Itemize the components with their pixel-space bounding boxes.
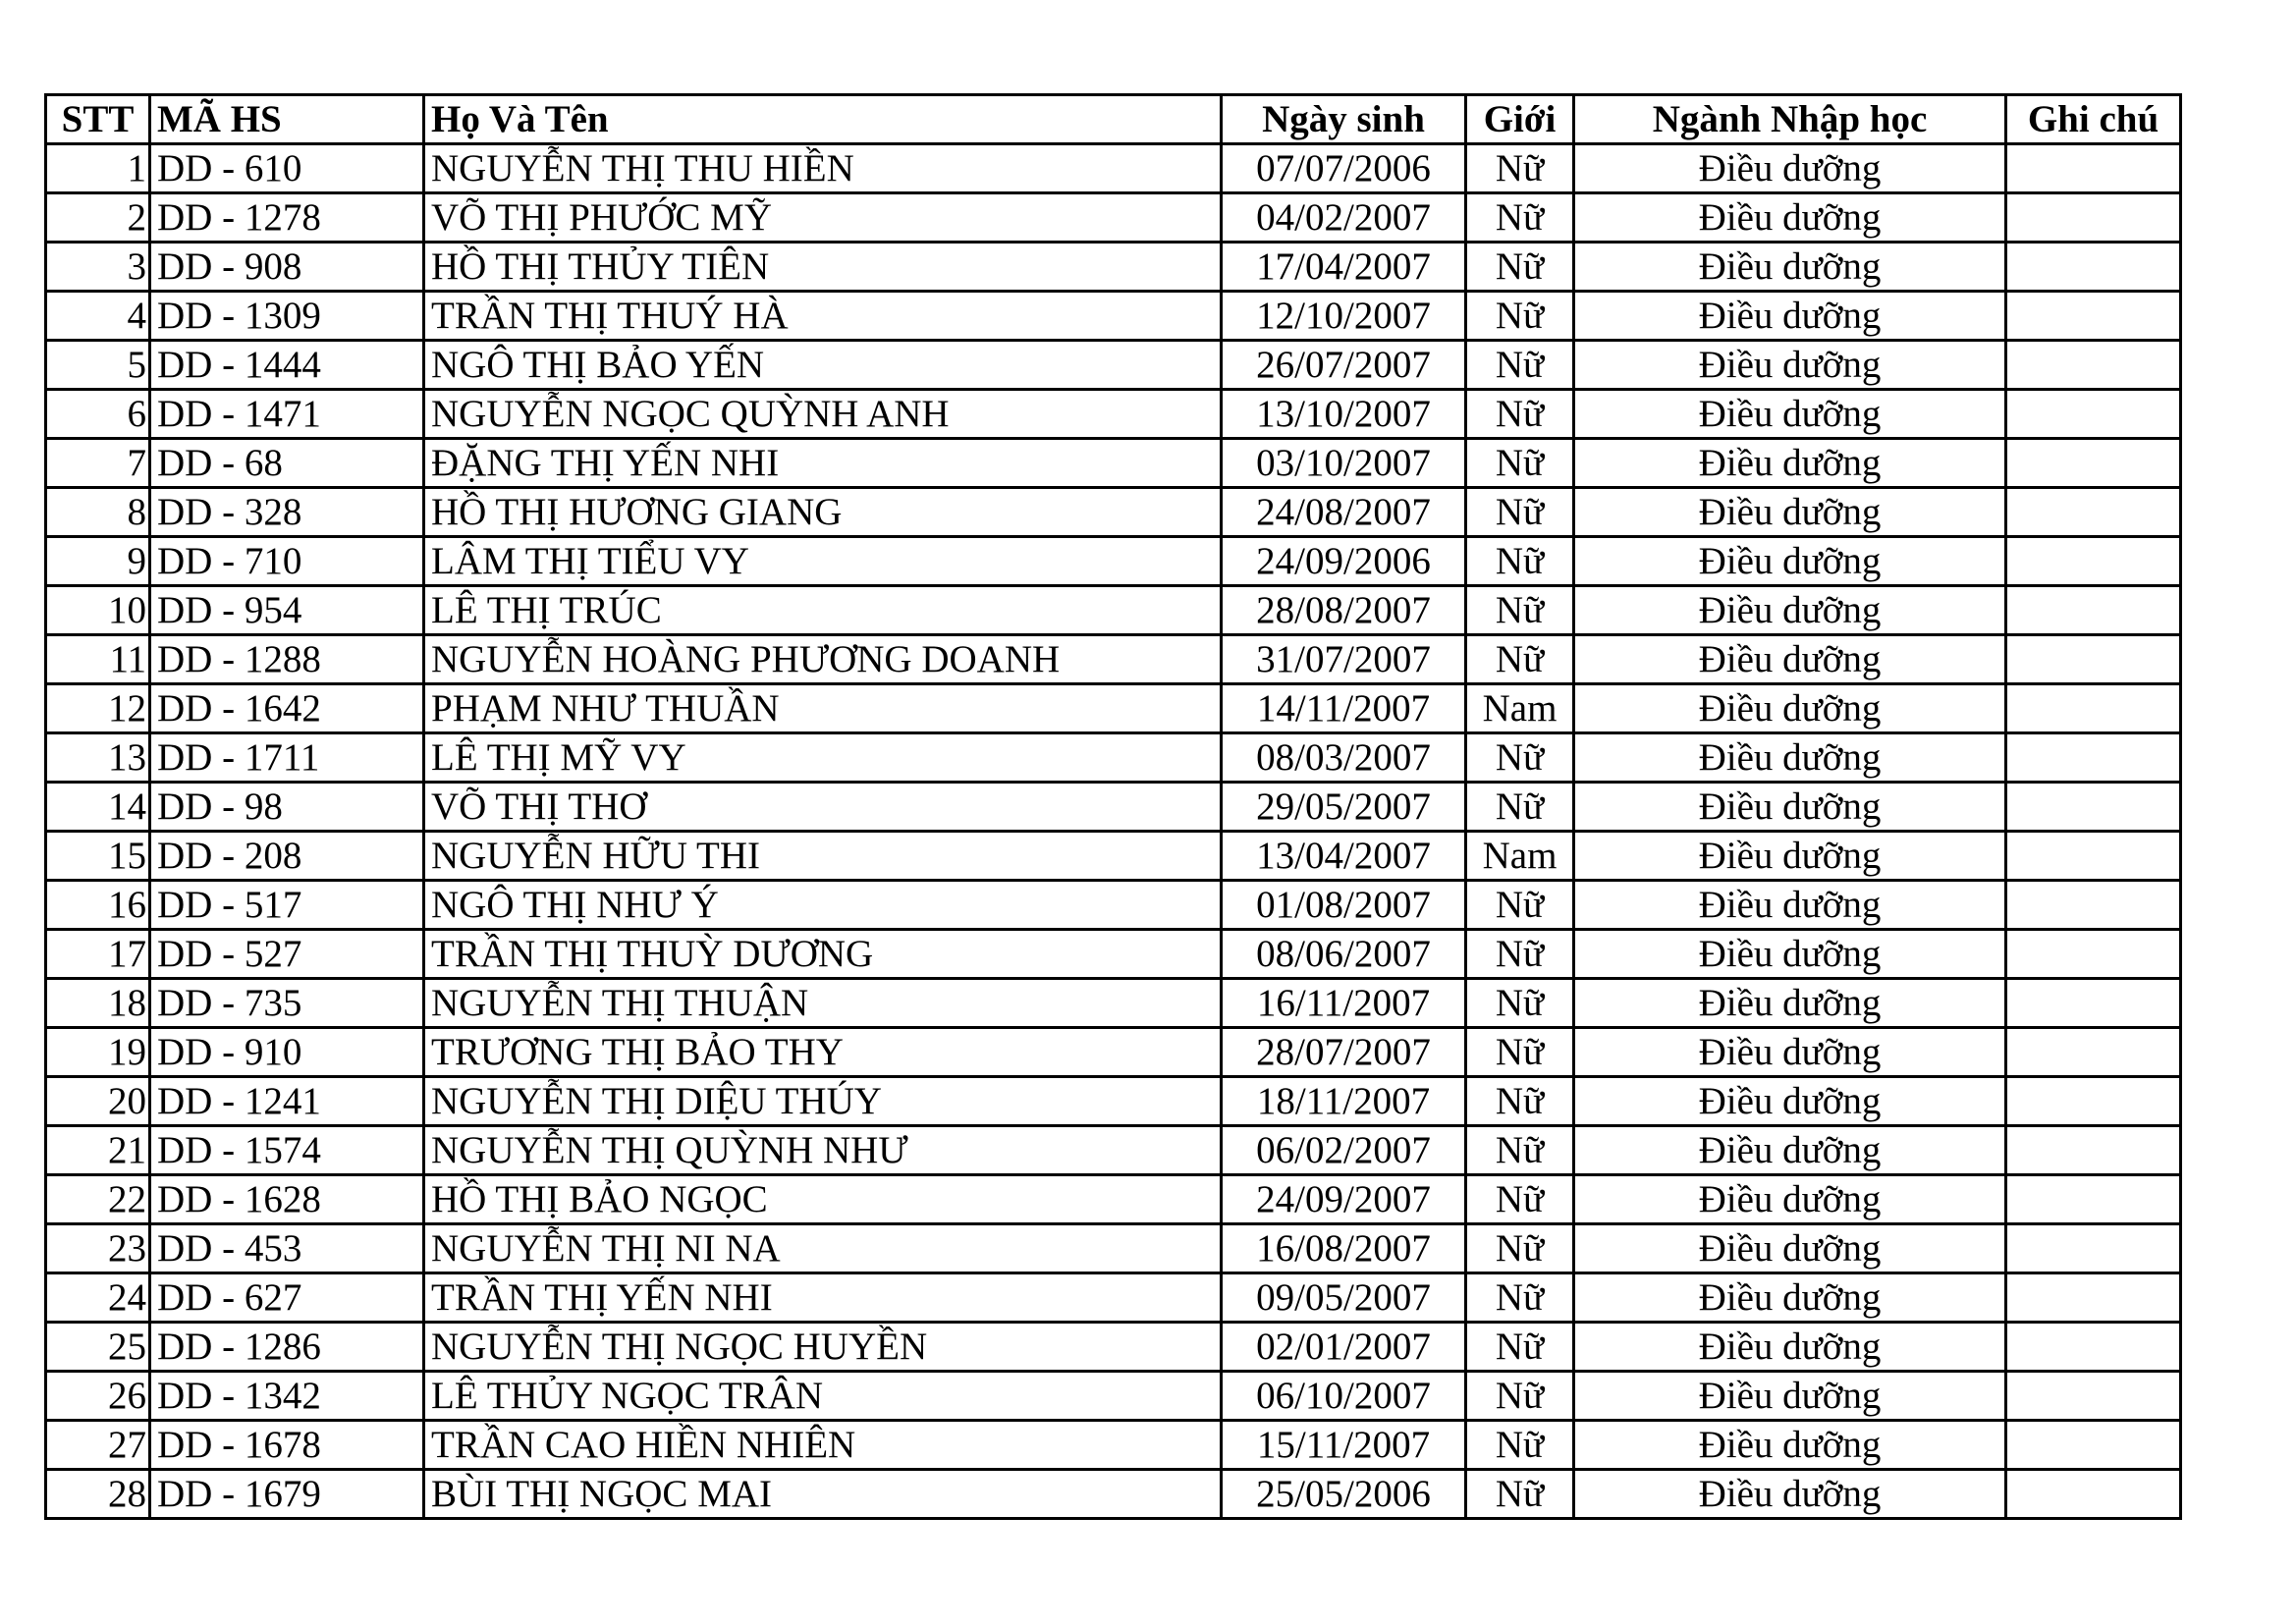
cell-note (2006, 832, 2181, 881)
table-row (46, 930, 2181, 979)
cell-note (2006, 979, 2181, 1028)
cell-stt: 2 (46, 193, 150, 243)
cell-full-name: TRẦN CAO HIỀN NHIÊN (424, 1421, 1222, 1470)
header-row (46, 95, 2181, 144)
cell-note (2006, 1372, 2181, 1421)
cell-date-of-birth: 24/09/2007 (1222, 1175, 1466, 1224)
table-row (46, 1273, 2181, 1323)
cell-stt: 1 (46, 144, 150, 193)
cell-major: Điều dưỡng (1574, 537, 2006, 586)
cell-stt: 17 (46, 930, 150, 979)
cell-major: Điều dưỡng (1574, 1372, 2006, 1421)
cell-date-of-birth: 01/08/2007 (1222, 881, 1466, 930)
table-row (46, 635, 2181, 684)
cell-full-name: NGUYỄN THỊ THU HIỀN (424, 144, 1222, 193)
cell-major: Điều dưỡng (1574, 1028, 2006, 1077)
cell-gender: Nữ (1466, 537, 1574, 586)
table-row (46, 1372, 2181, 1421)
cell-note (2006, 1273, 2181, 1323)
cell-student-code: DD - 1309 (150, 292, 424, 341)
cell-major: Điều dưỡng (1574, 1470, 2006, 1519)
cell-stt: 24 (46, 1273, 150, 1323)
cell-date-of-birth: 16/11/2007 (1222, 979, 1466, 1028)
cell-date-of-birth: 09/05/2007 (1222, 1273, 1466, 1323)
cell-gender: Nữ (1466, 635, 1574, 684)
cell-major: Điều dưỡng (1574, 733, 2006, 783)
cell-date-of-birth: 17/04/2007 (1222, 243, 1466, 292)
cell-note (2006, 537, 2181, 586)
cell-stt: 7 (46, 439, 150, 488)
cell-gender: Nữ (1466, 144, 1574, 193)
cell-gender: Nam (1466, 684, 1574, 733)
table-row (46, 1421, 2181, 1470)
cell-student-code: DD - 1444 (150, 341, 424, 390)
cell-stt: 13 (46, 733, 150, 783)
student-list-table (44, 93, 2182, 1520)
table-row (46, 439, 2181, 488)
cell-date-of-birth: 03/10/2007 (1222, 439, 1466, 488)
cell-student-code: DD - 98 (150, 783, 424, 832)
header-full-name: Họ Và Tên (424, 95, 1222, 144)
table-row (46, 881, 2181, 930)
table-row (46, 144, 2181, 193)
cell-stt: 3 (46, 243, 150, 292)
header-date-of-birth: Ngày sinh (1222, 95, 1466, 144)
cell-stt: 8 (46, 488, 150, 537)
cell-note (2006, 1126, 2181, 1175)
cell-note (2006, 881, 2181, 930)
cell-date-of-birth: 13/10/2007 (1222, 390, 1466, 439)
header-gender: Giới (1466, 95, 1574, 144)
cell-stt: 14 (46, 783, 150, 832)
cell-gender: Nữ (1466, 733, 1574, 783)
cell-stt: 4 (46, 292, 150, 341)
cell-gender: Nữ (1466, 243, 1574, 292)
cell-gender: Nữ (1466, 979, 1574, 1028)
cell-date-of-birth: 04/02/2007 (1222, 193, 1466, 243)
cell-full-name: LÊ THỦY NGỌC TRÂN (424, 1372, 1222, 1421)
cell-note (2006, 341, 2181, 390)
cell-note (2006, 1421, 2181, 1470)
cell-full-name: NGÔ THỊ NHƯ Ý (424, 881, 1222, 930)
cell-major: Điều dưỡng (1574, 881, 2006, 930)
table-row (46, 733, 2181, 783)
header-stt: STT (46, 95, 150, 144)
table-row (46, 292, 2181, 341)
cell-date-of-birth: 18/11/2007 (1222, 1077, 1466, 1126)
table-row (46, 537, 2181, 586)
cell-major: Điều dưỡng (1574, 1273, 2006, 1323)
cell-student-code: DD - 627 (150, 1273, 424, 1323)
cell-major: Điều dưỡng (1574, 1224, 2006, 1273)
cell-stt: 21 (46, 1126, 150, 1175)
cell-gender: Nữ (1466, 439, 1574, 488)
cell-gender: Nữ (1466, 193, 1574, 243)
cell-note (2006, 144, 2181, 193)
cell-stt: 22 (46, 1175, 150, 1224)
cell-gender: Nữ (1466, 783, 1574, 832)
cell-date-of-birth: 28/07/2007 (1222, 1028, 1466, 1077)
cell-student-code: DD - 527 (150, 930, 424, 979)
cell-full-name: PHẠM NHƯ THUẦN (424, 684, 1222, 733)
cell-major: Điều dưỡng (1574, 1323, 2006, 1372)
cell-full-name: NGUYỄN HỮU THI (424, 832, 1222, 881)
cell-note (2006, 1470, 2181, 1519)
cell-stt: 16 (46, 881, 150, 930)
cell-date-of-birth: 06/02/2007 (1222, 1126, 1466, 1175)
cell-student-code: DD - 735 (150, 979, 424, 1028)
cell-stt: 15 (46, 832, 150, 881)
cell-date-of-birth: 08/06/2007 (1222, 930, 1466, 979)
cell-full-name: NGUYỄN THỊ NGỌC HUYỀN (424, 1323, 1222, 1372)
cell-date-of-birth: 28/08/2007 (1222, 586, 1466, 635)
cell-student-code: DD - 208 (150, 832, 424, 881)
cell-note (2006, 635, 2181, 684)
table-row (46, 1175, 2181, 1224)
cell-note (2006, 488, 2181, 537)
cell-full-name: HỒ THỊ THỦY TIÊN (424, 243, 1222, 292)
table-row (46, 979, 2181, 1028)
cell-date-of-birth: 07/07/2006 (1222, 144, 1466, 193)
cell-full-name: TRẦN THỊ YẾN NHI (424, 1273, 1222, 1323)
cell-date-of-birth: 06/10/2007 (1222, 1372, 1466, 1421)
table-row (46, 1077, 2181, 1126)
cell-student-code: DD - 954 (150, 586, 424, 635)
cell-gender: Nữ (1466, 1077, 1574, 1126)
cell-gender: Nữ (1466, 1470, 1574, 1519)
cell-gender: Nữ (1466, 1224, 1574, 1273)
cell-note (2006, 292, 2181, 341)
table-row (46, 1028, 2181, 1077)
cell-note (2006, 1175, 2181, 1224)
cell-student-code: DD - 1342 (150, 1372, 424, 1421)
cell-date-of-birth: 24/09/2006 (1222, 537, 1466, 586)
cell-note (2006, 930, 2181, 979)
cell-major: Điều dưỡng (1574, 439, 2006, 488)
cell-gender: Nữ (1466, 1175, 1574, 1224)
cell-note (2006, 1028, 2181, 1077)
header-note: Ghi chú (2006, 95, 2181, 144)
cell-major: Điều dưỡng (1574, 832, 2006, 881)
cell-stt: 18 (46, 979, 150, 1028)
header-student-code: MÃ HS (150, 95, 424, 144)
cell-student-code: DD - 517 (150, 881, 424, 930)
cell-note (2006, 586, 2181, 635)
cell-date-of-birth: 16/08/2007 (1222, 1224, 1466, 1273)
cell-full-name: NGUYỄN NGỌC QUỲNH ANH (424, 390, 1222, 439)
cell-student-code: DD - 610 (150, 144, 424, 193)
cell-full-name: ĐẶNG THỊ YẾN NHI (424, 439, 1222, 488)
cell-gender: Nữ (1466, 881, 1574, 930)
cell-gender: Nam (1466, 832, 1574, 881)
cell-gender: Nữ (1466, 1323, 1574, 1372)
table-row (46, 341, 2181, 390)
cell-stt: 26 (46, 1372, 150, 1421)
cell-full-name: BÙI THỊ NGỌC MAI (424, 1470, 1222, 1519)
cell-major: Điều dưỡng (1574, 586, 2006, 635)
cell-date-of-birth: 12/10/2007 (1222, 292, 1466, 341)
cell-student-code: DD - 910 (150, 1028, 424, 1077)
cell-student-code: DD - 1574 (150, 1126, 424, 1175)
cell-date-of-birth: 02/01/2007 (1222, 1323, 1466, 1372)
cell-note (2006, 1224, 2181, 1273)
cell-student-code: DD - 68 (150, 439, 424, 488)
cell-note (2006, 193, 2181, 243)
cell-gender: Nữ (1466, 586, 1574, 635)
cell-note (2006, 439, 2181, 488)
cell-student-code: DD - 328 (150, 488, 424, 537)
cell-major: Điều dưỡng (1574, 144, 2006, 193)
cell-full-name: VÕ THỊ PHƯỚC MỸ (424, 193, 1222, 243)
cell-gender: Nữ (1466, 488, 1574, 537)
cell-date-of-birth: 25/05/2006 (1222, 1470, 1466, 1519)
cell-date-of-birth: 31/07/2007 (1222, 635, 1466, 684)
cell-student-code: DD - 453 (150, 1224, 424, 1273)
cell-stt: 10 (46, 586, 150, 635)
cell-stt: 12 (46, 684, 150, 733)
table-row (46, 586, 2181, 635)
cell-major: Điều dưỡng (1574, 390, 2006, 439)
cell-full-name: HỒ THỊ BẢO NGỌC (424, 1175, 1222, 1224)
cell-full-name: LÊ THỊ TRÚC (424, 586, 1222, 635)
table-row (46, 832, 2181, 881)
cell-date-of-birth: 26/07/2007 (1222, 341, 1466, 390)
cell-major: Điều dưỡng (1574, 341, 2006, 390)
cell-note (2006, 684, 2181, 733)
cell-student-code: DD - 1288 (150, 635, 424, 684)
cell-student-code: DD - 1642 (150, 684, 424, 733)
table-row (46, 243, 2181, 292)
cell-full-name: NGUYỄN THỊ QUỲNH NHƯ (424, 1126, 1222, 1175)
cell-student-code: DD - 1711 (150, 733, 424, 783)
cell-student-code: DD - 1278 (150, 193, 424, 243)
cell-gender: Nữ (1466, 390, 1574, 439)
cell-stt: 25 (46, 1323, 150, 1372)
cell-date-of-birth: 15/11/2007 (1222, 1421, 1466, 1470)
cell-stt: 19 (46, 1028, 150, 1077)
cell-gender: Nữ (1466, 1126, 1574, 1175)
cell-major: Điều dưỡng (1574, 1126, 2006, 1175)
table-row (46, 1470, 2181, 1519)
cell-note (2006, 243, 2181, 292)
cell-note (2006, 390, 2181, 439)
cell-student-code: DD - 1286 (150, 1323, 424, 1372)
cell-stt: 11 (46, 635, 150, 684)
cell-stt: 9 (46, 537, 150, 586)
cell-major: Điều dưỡng (1574, 243, 2006, 292)
cell-student-code: DD - 710 (150, 537, 424, 586)
cell-gender: Nữ (1466, 1421, 1574, 1470)
cell-stt: 28 (46, 1470, 150, 1519)
cell-student-code: DD - 1628 (150, 1175, 424, 1224)
cell-gender: Nữ (1466, 341, 1574, 390)
header-major: Ngành Nhập học (1574, 95, 2006, 144)
cell-date-of-birth: 08/03/2007 (1222, 733, 1466, 783)
cell-full-name: HỒ THỊ HƯƠNG GIANG (424, 488, 1222, 537)
cell-note (2006, 1077, 2181, 1126)
cell-full-name: NGUYỄN THỊ NI NA (424, 1224, 1222, 1273)
cell-gender: Nữ (1466, 930, 1574, 979)
cell-full-name: NGUYỄN THỊ DIỆU THÚY (424, 1077, 1222, 1126)
cell-gender: Nữ (1466, 1273, 1574, 1323)
cell-full-name: NGUYỄN THỊ THUẬN (424, 979, 1222, 1028)
cell-stt: 27 (46, 1421, 150, 1470)
cell-note (2006, 783, 2181, 832)
cell-major: Điều dưỡng (1574, 684, 2006, 733)
cell-gender: Nữ (1466, 1372, 1574, 1421)
cell-date-of-birth: 13/04/2007 (1222, 832, 1466, 881)
cell-major: Điều dưỡng (1574, 488, 2006, 537)
cell-stt: 5 (46, 341, 150, 390)
table-row (46, 193, 2181, 243)
table-row (46, 1323, 2181, 1372)
table-row (46, 783, 2181, 832)
cell-stt: 20 (46, 1077, 150, 1126)
cell-major: Điều dưỡng (1574, 979, 2006, 1028)
cell-major: Điều dưỡng (1574, 1175, 2006, 1224)
cell-full-name: TRẦN THỊ THUỲ DƯƠNG (424, 930, 1222, 979)
cell-note (2006, 733, 2181, 783)
cell-date-of-birth: 14/11/2007 (1222, 684, 1466, 733)
cell-major: Điều dưỡng (1574, 193, 2006, 243)
cell-major: Điều dưỡng (1574, 1421, 2006, 1470)
table-row (46, 1126, 2181, 1175)
table-row (46, 684, 2181, 733)
cell-student-code: DD - 908 (150, 243, 424, 292)
cell-student-code: DD - 1679 (150, 1470, 424, 1519)
cell-date-of-birth: 24/08/2007 (1222, 488, 1466, 537)
cell-major: Điều dưỡng (1574, 930, 2006, 979)
table-row (46, 390, 2181, 439)
cell-full-name: LÂM THỊ TIỂU VY (424, 537, 1222, 586)
cell-major: Điều dưỡng (1574, 292, 2006, 341)
cell-major: Điều dưỡng (1574, 783, 2006, 832)
cell-major: Điều dưỡng (1574, 1077, 2006, 1126)
cell-student-code: DD - 1241 (150, 1077, 424, 1126)
cell-student-code: DD - 1678 (150, 1421, 424, 1470)
cell-stt: 23 (46, 1224, 150, 1273)
cell-stt: 6 (46, 390, 150, 439)
cell-major: Điều dưỡng (1574, 635, 2006, 684)
table-body (46, 144, 2181, 1519)
cell-full-name: VÕ THỊ THƠ (424, 783, 1222, 832)
cell-full-name: LÊ THỊ MỸ VY (424, 733, 1222, 783)
cell-student-code: DD - 1471 (150, 390, 424, 439)
cell-full-name: NGUYỄN HOÀNG PHƯƠNG DOANH (424, 635, 1222, 684)
table-row (46, 1224, 2181, 1273)
cell-full-name: TRƯƠNG THỊ BẢO THY (424, 1028, 1222, 1077)
table-row (46, 488, 2181, 537)
cell-gender: Nữ (1466, 1028, 1574, 1077)
cell-date-of-birth: 29/05/2007 (1222, 783, 1466, 832)
cell-note (2006, 1323, 2181, 1372)
cell-full-name: NGÔ THỊ BẢO YẾN (424, 341, 1222, 390)
cell-gender: Nữ (1466, 292, 1574, 341)
cell-full-name: TRẦN THỊ THUÝ HÀ (424, 292, 1222, 341)
